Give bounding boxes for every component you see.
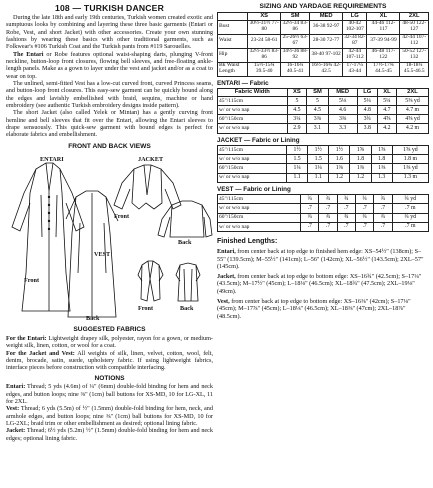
yardage-row-label: w/ or w/o nap xyxy=(218,222,301,231)
yardage-header-row xyxy=(218,89,429,97)
sizing-row-bust xyxy=(218,20,429,34)
table-cell: 1⅜ xyxy=(371,164,392,173)
entari-front-drawing xyxy=(12,163,84,311)
notions-jacket xyxy=(6,427,213,442)
entari-yardage-title: ENTARI — Fabric xyxy=(217,79,269,87)
table-cell: 37-39 94-99 xyxy=(367,34,400,48)
yardage-header-lg: LG xyxy=(357,89,377,97)
jacket-front-label: Front xyxy=(114,213,130,221)
finished-entari-text: from center back at top edge to finished hem edge: XS–54½" (138cm); S–55" (139.5cm); M–55½" (141cm); L–56" (142cm); XL–56½" (143.5cm); 2XL–57" (145cm). xyxy=(217,248,424,270)
garment-sketches xyxy=(6,153,213,323)
table-cell: 16-16¼ 40.5-41 xyxy=(281,62,310,76)
table-cell: ¾ yd xyxy=(392,195,428,204)
table-cell: 3⅜ xyxy=(307,115,328,124)
sizing-row-label: Bust xyxy=(218,20,248,34)
table-cell: 2.9 xyxy=(287,124,307,133)
left-column xyxy=(6,3,213,442)
table-cell: 46-48 117-122 xyxy=(367,48,400,62)
table-cell: 5¼ xyxy=(377,96,396,105)
table-cell: ¾ xyxy=(319,213,337,222)
sizing-header-row xyxy=(218,12,429,20)
entari-label: ENTARI xyxy=(40,156,64,164)
vest-front-label: Front xyxy=(138,305,154,313)
jacket-yardage-title: JACKET — Fabric or Lining xyxy=(217,136,300,144)
table-row xyxy=(218,164,429,173)
table-cell: 28-30 72-77 xyxy=(310,34,343,48)
table-cell: 1.8 m xyxy=(392,155,428,164)
table-cell: 40-42 102-107 xyxy=(343,20,367,34)
yardage-row-label: 45"/115cm xyxy=(218,146,287,155)
jacket-back-label: Back xyxy=(178,239,192,247)
entari-lead: The Entari xyxy=(13,50,44,58)
sizing-row-label: Bk Waist Length xyxy=(218,62,248,76)
yardage-row-label: w/ or w/o nap xyxy=(218,106,288,115)
table-cell: ¾ yd xyxy=(392,213,428,222)
table-cell: 1.2 xyxy=(329,173,350,182)
table-cell: 1.3 m xyxy=(392,173,428,182)
table-cell: 3⅜ xyxy=(328,115,357,124)
table-cell: 44-46 112-117 xyxy=(367,20,400,34)
table-cell: 5⅛ xyxy=(328,96,357,105)
sizing-title: SIZING AND YARDAGE REQUIREMENTS xyxy=(259,3,387,10)
table-cell: 1⅜ xyxy=(350,164,371,173)
table-cell: .7 xyxy=(356,204,374,213)
fabrics-section xyxy=(6,335,213,372)
table-cell: 4.5 xyxy=(307,106,328,115)
table-cell: ¾ xyxy=(337,195,355,204)
table-cell: 5¼ xyxy=(357,96,377,105)
fabrics-entari xyxy=(6,335,213,350)
table-row xyxy=(218,213,429,222)
table-cell: 1.5 xyxy=(286,155,307,164)
sizing-table xyxy=(217,12,429,77)
table-cell: 1¼ xyxy=(308,164,329,173)
table-cell: .7 xyxy=(301,204,319,213)
table-cell: 38-40 97-102 xyxy=(310,48,343,62)
notions-vest xyxy=(6,405,213,427)
fabrics-entari-label: For the Entari: xyxy=(6,334,47,342)
intro-paragraph-1: During the late 18th and early 19th centuries, Turkish women created exotic and sumptuous looks by combining and layering these three basic garments (Entari or Robe, Vest, and short Jacket) with other accessories. Create your own stunning fashions by wearing these basics with other traditional garments, such as Folkwear's #106 Turkish Coat and the Turkish pants from #119 Sarouelles. xyxy=(6,14,213,51)
table-cell: 1.8 xyxy=(371,155,392,164)
figure-title: FRONT AND BACK VIEWS xyxy=(68,143,151,151)
table-row xyxy=(218,195,429,204)
finished-jacket xyxy=(217,273,429,295)
notions-jacket-label: Jacket: xyxy=(6,427,26,435)
fabrics-jacket-vest xyxy=(6,350,213,372)
table-cell: 32½-33½ 83-86 xyxy=(249,48,279,61)
table-cell: 48-50 122-127 xyxy=(400,20,429,34)
table-cell: 1.8 xyxy=(350,155,371,164)
table-cell: 32½-34 83-86 xyxy=(282,20,308,33)
table-cell: .7 xyxy=(374,222,392,231)
sizing-header-lg: LG xyxy=(343,12,367,20)
table-cell: 4.7 m xyxy=(396,106,428,115)
finished-entari xyxy=(217,248,429,270)
yardage-header-sm: SM xyxy=(307,89,328,97)
sizing-header-med: MED xyxy=(310,12,343,20)
table-row xyxy=(218,146,429,155)
table-cell: ¾ xyxy=(301,213,319,222)
table-cell: 1.5 xyxy=(308,155,329,164)
vest-yardage-table xyxy=(217,194,429,232)
table-cell: 1⅜ xyxy=(329,164,350,173)
intro-paragraph-4: The short Jacket (also called Yelek or Mintan) has a gently curving front hemline and bell sleeves that fit over the Entari, allowing the Entari sleeves to drape sensuously. This quick-sew garment with bound edges is perfect for elaborate fabrics and embellishment. xyxy=(6,109,213,139)
fabrics-jv-text: All weights of silk, linen, velvet, cotton, wool, felt, denim, brocade, satin, suede, upholstery fabric. If using lightweight fabrics, interface pieces before construction with compatible interfacing. xyxy=(6,349,213,372)
garment-illustration xyxy=(6,153,213,323)
fabrics-entari-text: Lightweight drapey silk, polyester, rayon for a gown, or medium-weight silk, linen, cotton, or wool for a coat. xyxy=(6,334,213,350)
table-row xyxy=(218,222,429,231)
table-cell: 23-24 58-61 xyxy=(248,34,281,48)
table-row xyxy=(218,155,429,164)
table-cell: 15½-15¾ 39.5-40 xyxy=(248,62,281,76)
table-cell: 4⅝ xyxy=(377,115,396,124)
table-cell: 3¾ xyxy=(357,115,377,124)
table-cell: 3.1 xyxy=(307,124,328,133)
table-cell: ¾ xyxy=(356,195,374,204)
jacket-yardage xyxy=(217,137,429,183)
sizing-row-hip xyxy=(218,48,429,62)
intro-paragraph-2 xyxy=(6,51,213,80)
page-title: 108 — TURKISH DANCER xyxy=(54,3,165,13)
notions-title: NOTIONS xyxy=(94,374,125,382)
yardage-header-xl: XL xyxy=(377,89,396,97)
table-cell: .7 xyxy=(301,222,319,231)
table-cell: 1.3 xyxy=(371,173,392,182)
vest-label: VEST xyxy=(94,251,111,259)
table-cell: .7 m xyxy=(392,204,428,213)
jacket-label: JACKET xyxy=(138,156,164,164)
table-cell: 42-44 107-112 xyxy=(343,48,367,62)
table-cell: 42-44 107-112 xyxy=(400,34,429,48)
vest-back-drawing xyxy=(176,263,200,301)
vest-yardage xyxy=(217,186,429,232)
fabrics-jv-label: For the Jacket and Vest: xyxy=(6,349,75,357)
yardage-header-width: Fabric Width xyxy=(218,89,288,97)
table-cell: 1½ xyxy=(286,146,307,155)
table-cell: 4.2 m xyxy=(396,124,428,133)
table-cell: 5 xyxy=(287,96,307,105)
yardage-header-med: MED xyxy=(328,89,357,97)
sizing-header-sm: SM xyxy=(281,12,310,20)
notions-entari-label: Entari: xyxy=(6,383,26,391)
right-column xyxy=(217,3,429,323)
yardage-header-xs: XS xyxy=(287,89,307,97)
jacket-front-drawing xyxy=(114,165,181,209)
entari-yardage xyxy=(217,80,429,134)
finished-jacket-label: Jacket, xyxy=(217,273,236,281)
table-cell: 1⅝ yd xyxy=(392,146,428,155)
intro-paragraph-3: The unlined, semi-fitted Vest has a low-cut curved front, curved Princess seams, and button-loop front closures. This easy-sew garment can be quickly bound along the edges and lavishly embellished with braid, sequins, machine or hand embroidery (see authentic Turkish embroidery designs inside pattern). xyxy=(6,79,213,109)
table-cell: 36-38 92-97 xyxy=(310,20,343,34)
notions-vest-text: Thread; 6 yds (5.5m) of ½" (1.5mm) double-fold binding for hem, neck, and armhole edges, and button loops; nine ⅜" (1cm) ball buttons for XS-MD, 10 for LG-2XL; braid trim or other embellishment as desired; optional lining fabric. xyxy=(6,405,213,427)
table-cell: 1½ xyxy=(329,146,350,155)
vest-front-drawing xyxy=(138,261,163,301)
table-cell: 17-17¼ 43-44 xyxy=(343,62,367,76)
finished-vest-text: from center back at top edge to bottom edge: XS–16⅜" (42cm); S–17⅛" (45cm); M–17⅞" (45cm); L–18⅛" (46.5cm); XL–18⅜" (47cm); 2XL–18⅞" (48.5cm). xyxy=(217,298,411,320)
table-cell: 3¼ xyxy=(287,115,307,124)
table-cell: 18-18¼ 45.5-46.5 xyxy=(400,62,429,76)
yardage-row-label: 60"/150cm xyxy=(218,115,288,124)
entari-back-drawing xyxy=(66,191,118,317)
yardage-row-label: w/ or w/o nap xyxy=(218,173,287,182)
table-cell: 1.1 xyxy=(308,173,329,182)
sizing-header-2xl: 2XL xyxy=(400,12,429,20)
jacket-yardage-table xyxy=(217,145,429,183)
table-cell: 1.2 xyxy=(350,173,371,182)
entari-description: or Robe features optional waist-shaping darts, plunging V-front neckline, button-loop front closures, flowing bell sleeves, and free-floating ankle-length panels. Make as a gown to layer under the vest and jacket and/or as a coat to wear on top. xyxy=(6,50,213,80)
table-cell: 5⅜ yd xyxy=(396,96,428,105)
sizing-row-waist xyxy=(218,34,429,48)
entari-front-label: Front xyxy=(24,277,40,285)
sizing-header-xs: XS xyxy=(248,12,281,20)
table-cell: .7 xyxy=(319,222,337,231)
table-cell: 1½ xyxy=(308,146,329,155)
entari-back-label: Back xyxy=(86,315,100,323)
table-cell: ¾ xyxy=(319,195,337,204)
table-cell: 16½-16¾ 42-42.5 xyxy=(311,62,341,75)
finished-entari-label: Entari, xyxy=(217,248,236,256)
vest-yardage-title: VEST — Fabric or Lining xyxy=(217,185,291,193)
yardage-row-label: 45"/115cm xyxy=(218,195,301,204)
entari-yardage-table xyxy=(217,88,429,134)
table-cell: ¾ xyxy=(301,195,319,204)
table-cell: 30½-31½ 77-80 xyxy=(249,20,279,33)
yardage-header-2xl: 2XL xyxy=(396,89,428,97)
sizing-header-blank xyxy=(218,12,248,20)
table-cell: 5 xyxy=(307,96,328,105)
table-cell: 3.8 xyxy=(357,124,377,133)
notions-entari-text: Thread; 5 yds (4.6m) of ¼" (6mm) double-fold binding for hem and neck edges, and button loops; nine ⅜" (1cm) ball buttons for XS-MD, 10 for LG-XL, 11 for 2XL. xyxy=(6,383,213,405)
table-cell: 4.8 xyxy=(357,106,377,115)
table-cell: 1⅝ xyxy=(371,146,392,155)
table-cell: .7 xyxy=(337,222,355,231)
sizing-row-back-waist xyxy=(218,62,429,76)
table-cell: .7 xyxy=(356,222,374,231)
table-cell: .7 m xyxy=(392,222,428,231)
table-cell: 32-34 82-87 xyxy=(344,34,366,47)
yardage-row-label: w/ or w/o nap xyxy=(218,204,301,213)
yardage-row-label: w/ or w/o nap xyxy=(218,124,288,133)
table-cell: 50-52 127-132 xyxy=(400,48,429,62)
table-cell: 1⅝ xyxy=(350,146,371,155)
table-cell: 1¼ xyxy=(286,164,307,173)
table-cell: 4.6 xyxy=(328,106,357,115)
table-cell: .7 xyxy=(319,204,337,213)
table-cell: ¾ xyxy=(374,213,392,222)
sizing-header-xl: XL xyxy=(367,12,400,20)
table-cell: 25-26½ 63-67 xyxy=(282,34,308,47)
fabrics-title: SUGGESTED FABRICS xyxy=(73,326,146,334)
table-cell: 4.5 xyxy=(287,106,307,115)
finished-lengths xyxy=(217,248,429,320)
notions-jacket-text: Thread; 6½ yds (5.2m) ½" (1.5mm) double-fold binding for hem and neck edges; optional lining fabric. xyxy=(6,427,213,442)
table-row xyxy=(218,204,429,213)
table-cell: 17½-17¾ 44.5-45 xyxy=(367,62,400,76)
table-row xyxy=(218,96,429,105)
yardage-row-label: 60"/150cm xyxy=(218,213,301,222)
table-cell: 1.1 xyxy=(286,173,307,182)
notions-entari xyxy=(6,383,213,405)
table-cell: .7 xyxy=(374,204,392,213)
table-cell: 1⅜ yd xyxy=(392,164,428,173)
jacket-back-drawing xyxy=(158,201,212,237)
finished-jacket-text: from center back at top edge to bottom edge: XS–16¾" (42.5cm); S–17¼" (43.5cm); M–17½" (45cm); L–18⅛" (46.5cm); XL–18¾" (47.5cm); 2XL–19⅛" (49cm). xyxy=(217,273,422,295)
table-cell: ¾ xyxy=(374,195,392,204)
table-cell: ¾ xyxy=(356,213,374,222)
table-row xyxy=(218,173,429,182)
table-cell: .7 xyxy=(337,204,355,213)
table-cell: ¾ xyxy=(337,213,355,222)
vest-back-label: Back xyxy=(180,305,194,313)
table-row xyxy=(218,115,429,124)
table-cell: 1.6 xyxy=(329,155,350,164)
finished-lengths-title: Finished Lengths: xyxy=(217,237,278,245)
yardage-row-label: 60"/150cm xyxy=(218,164,287,173)
finished-vest xyxy=(217,298,429,320)
table-cell: 4⅝ yd xyxy=(396,115,428,124)
notions-section xyxy=(6,383,213,442)
table-cell: 4.7 xyxy=(377,106,396,115)
finished-vest-label: Vest, xyxy=(217,298,230,306)
table-row xyxy=(218,124,429,133)
notions-vest-label: Vest: xyxy=(6,405,20,413)
sizing-row-label: Waist xyxy=(218,34,248,48)
sizing-row-label: Hip xyxy=(218,48,248,62)
table-cell: 3.3 xyxy=(328,124,357,133)
yardage-row-label: w/ or w/o nap xyxy=(218,155,287,164)
yardage-row-label: 45"/115cm xyxy=(218,96,288,105)
table-row xyxy=(218,106,429,115)
table-cell: 34½-36 88-92 xyxy=(282,48,308,61)
table-cell: 4.2 xyxy=(377,124,396,133)
